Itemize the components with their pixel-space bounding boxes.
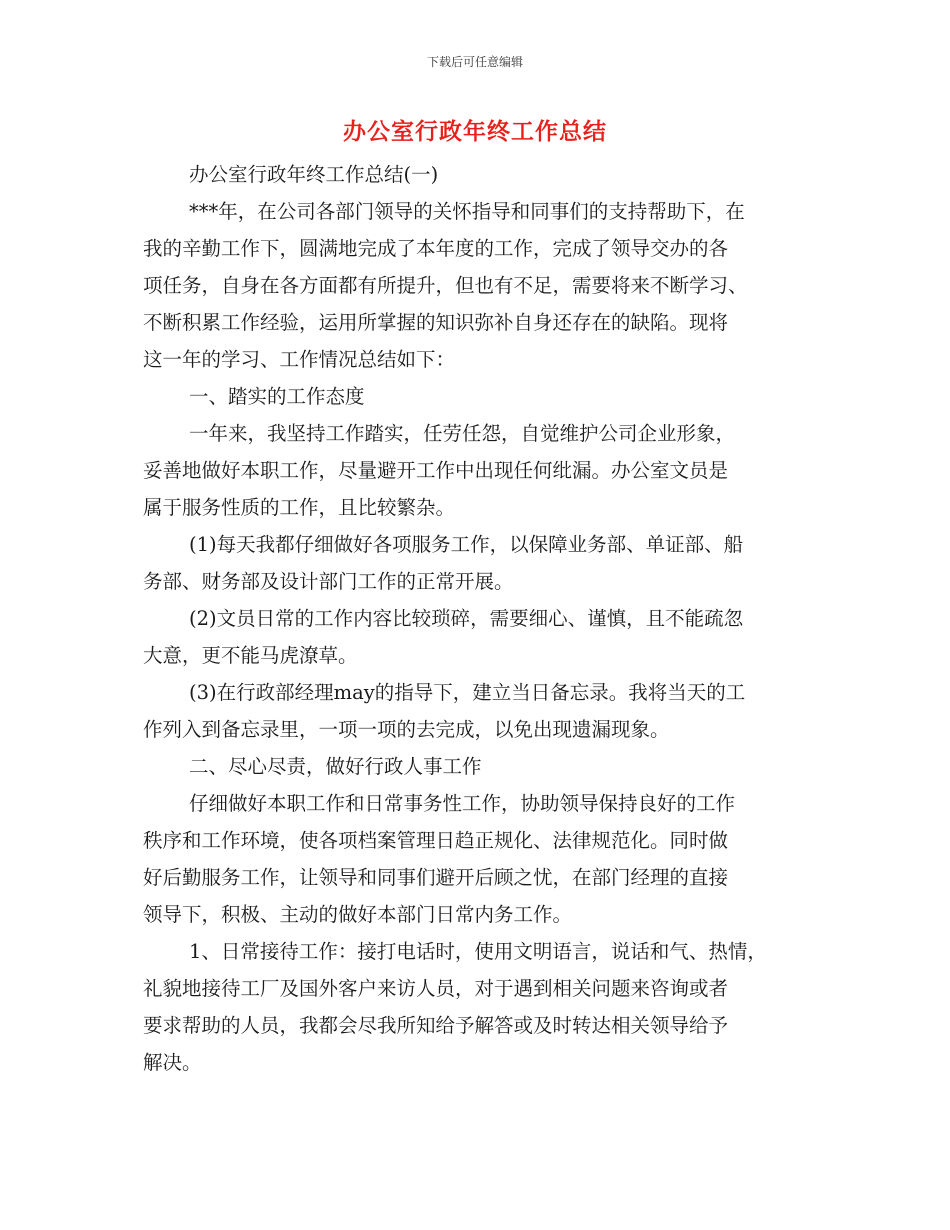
body-line: ***年，在公司各部门领导的关怀指导和同事们的支持帮助下，在 [189, 200, 745, 223]
body-line: 办公室行政年终工作总结(一) [189, 163, 439, 186]
body-line: (2)文员日常的工作内容比较琐碎，需要细心、谨慎，且不能疏忽 [189, 607, 744, 630]
body-line: 解决。 [143, 1051, 202, 1074]
body-line: 好后勤服务工作，让领导和同事们避开后顾之忧，在部门经理的直接 [143, 866, 729, 889]
body-line: 礼貌地接待工厂及国外客户来访人员，对于遇到相关问题来咨询或者 [143, 977, 729, 1000]
body-line: (1)每天我都仔细做好各项服务工作，以保障业务部、单证部、船 [189, 533, 744, 556]
body-line: 二、尽心尽责，做好行政人事工作 [189, 755, 482, 778]
page-header-note: 下载后可任意编辑 [426, 55, 523, 69]
body-line: 我的辛勤工作下，圆满地完成了本年度的工作，完成了领导交办的各 [143, 237, 729, 260]
body-line: 一年来，我坚持工作踏实，任劳任怨，自觉维护公司企业形象， [189, 422, 736, 445]
body-line: 领导下，积极、主动的做好本部门日常内务工作。 [143, 903, 573, 926]
body-line: (3)在行政部经理may的指导下，建立当日备忘录。我将当天的工 [189, 681, 746, 704]
document-title: 办公室行政年终工作总结 [343, 119, 607, 145]
body-line: 项任务，自身在各方面都有所提升，但也有不足，需要将来不断学习、 [143, 274, 748, 297]
body-line: 1、日常接待工作：接打电话时，使用文明语言，说话和气、热情， [189, 940, 767, 963]
body-line: 要求帮助的人员，我都会尽我所知给予解答或及时转达相关领导给予 [143, 1014, 729, 1037]
body-line: 这一年的学习、工作情况总结如下： [143, 348, 456, 371]
body-line: 仔细做好本职工作和日常事务性工作，协助领导保持良好的工作 [189, 792, 736, 815]
body-line: 作列入到备忘录里，一项一项的去完成，以免出现遗漏现象。 [143, 718, 670, 741]
body-line: 一、踏实的工作态度 [189, 385, 365, 408]
body-line: 大意，更不能马虎潦草。 [143, 644, 358, 667]
body-line: 不断积累工作经验，运用所掌握的知识弥补自身还存在的缺陷。现将 [143, 311, 729, 334]
document-body [143, 156, 823, 1081]
body-line: 属于服务性质的工作，且比较繁杂。 [143, 496, 456, 519]
body-line: 务部、财务部及设计部门工作的正常开展。 [143, 570, 514, 593]
body-line: 妥善地做好本职工作，尽量避开工作中出现任何纰漏。办公室文员是 [143, 459, 729, 482]
body-line: 秩序和工作环境，使各项档案管理日趋正规化、法律规范化。同时做 [143, 829, 729, 852]
